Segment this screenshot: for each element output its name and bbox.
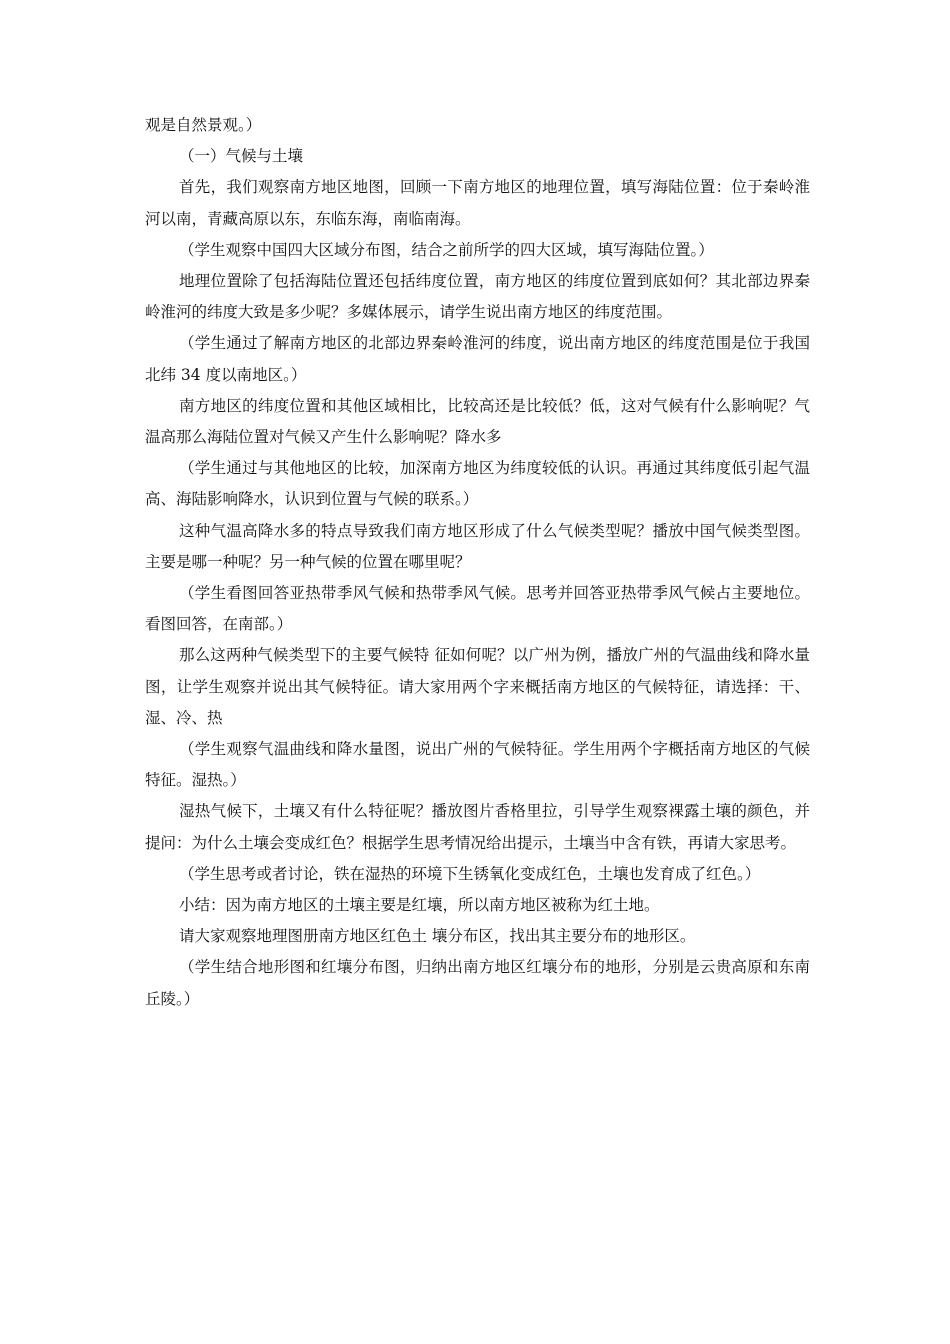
paragraph-latitude-question: 地理位置除了包括海陆位置还包括纬度位置，南方地区的纬度位置到底如何？其北部边界秦岭淮河的纬度大致是多少呢？多媒体展示，请学生说出南方地区的纬度范围。	[145, 272, 810, 322]
paragraph-latitude-comparison: 南方地区的纬度位置和其他区域相比，比较高还是比较低？低，这对气候有什么影响呢？气温高那么海陆位置对气候又产生什么影响呢？降水多	[145, 396, 810, 447]
paragraph-location-intro: 首先，我们观察南方地区地图，回顾一下南方地区的地理位置，填写海陆位置：位于秦岭淮河以南，青藏高原以东，东临东海，南临南海。	[145, 178, 810, 228]
section-heading-climate-soil: （一）气候与土壤	[179, 147, 304, 166]
paragraph-atlas-task: 请大家观察地理图册南方地区红色土 壤分布区，找出其主要分布的地形区。	[179, 927, 696, 946]
document-body	[145, 110, 810, 1015]
paragraph-soil-question: 湿热气候下，土壤又有什么特征呢？播放图片香格里拉，引导学生观察裸露土壤的颜色，并提问：为什么土壤会变成红色？根据学生思考情况给出提示，土壤当中含有铁，再请大家思考。	[145, 802, 810, 852]
paragraph-student-activity-3: （学生通过与其他地区的比较，加深南方地区为纬度较低的认识。再通过其纬度低引起气温高、海陆影响降水，认识到位置与气候的联系。）	[145, 459, 810, 509]
paragraph-student-activity-5: （学生观察气温曲线和降水量图，说出广州的气候特征。学生用两个字概括南方地区的气候特征。湿热。）	[145, 740, 810, 790]
paragraph-student-activity-4: （学生看图回答亚热带季风气候和热带季风气候。思考并回答亚热带季风气候占主要地位。看图回答，在南部。）	[145, 584, 810, 634]
paragraph-climate-type: 这种气温高降水多的特点导致我们南方地区形成了什么气候类型呢？播放中国气候类型图。主要是哪一种呢？另一种气候的位置在哪里呢？	[145, 521, 810, 571]
paragraph-continuation: 观是自然景观。）	[145, 116, 262, 134]
paragraph-student-activity-7: （学生结合地形图和红壤分布图，归纳出南方地区红壤分布的地形，分别是云贵高原和东南丘陵。）	[145, 958, 810, 1008]
paragraph-student-activity-6: （学生思考或者讨论，铁在湿热的环境下生锈氧化变成红色，土壤也发育成了红色。）	[179, 864, 761, 883]
paragraph-student-activity-2: （学生通过了解南方地区的北部边界秦岭淮河的纬度，说出南方地区的纬度范围是位于我国北纬 34 度以南地区。）	[145, 334, 810, 384]
paragraph-climate-features: 那么这两种气候类型下的主要气候特 征如何呢？以广州为例，播放广州的气温曲线和降水量图，让学生观察并说出其气候特征。请大家用两个字来概括南方地区的气候特征，请选择：干、湿、冷、热	[145, 646, 810, 727]
paragraph-student-activity-1: （学生观察中国四大区域分布图，结合之前所学的四大区域，填写海陆位置。）	[179, 240, 714, 259]
paragraph-summary: 小结：因为南方地区的土壤主要是红壤，所以南方地区被称为红土地。	[179, 896, 660, 915]
